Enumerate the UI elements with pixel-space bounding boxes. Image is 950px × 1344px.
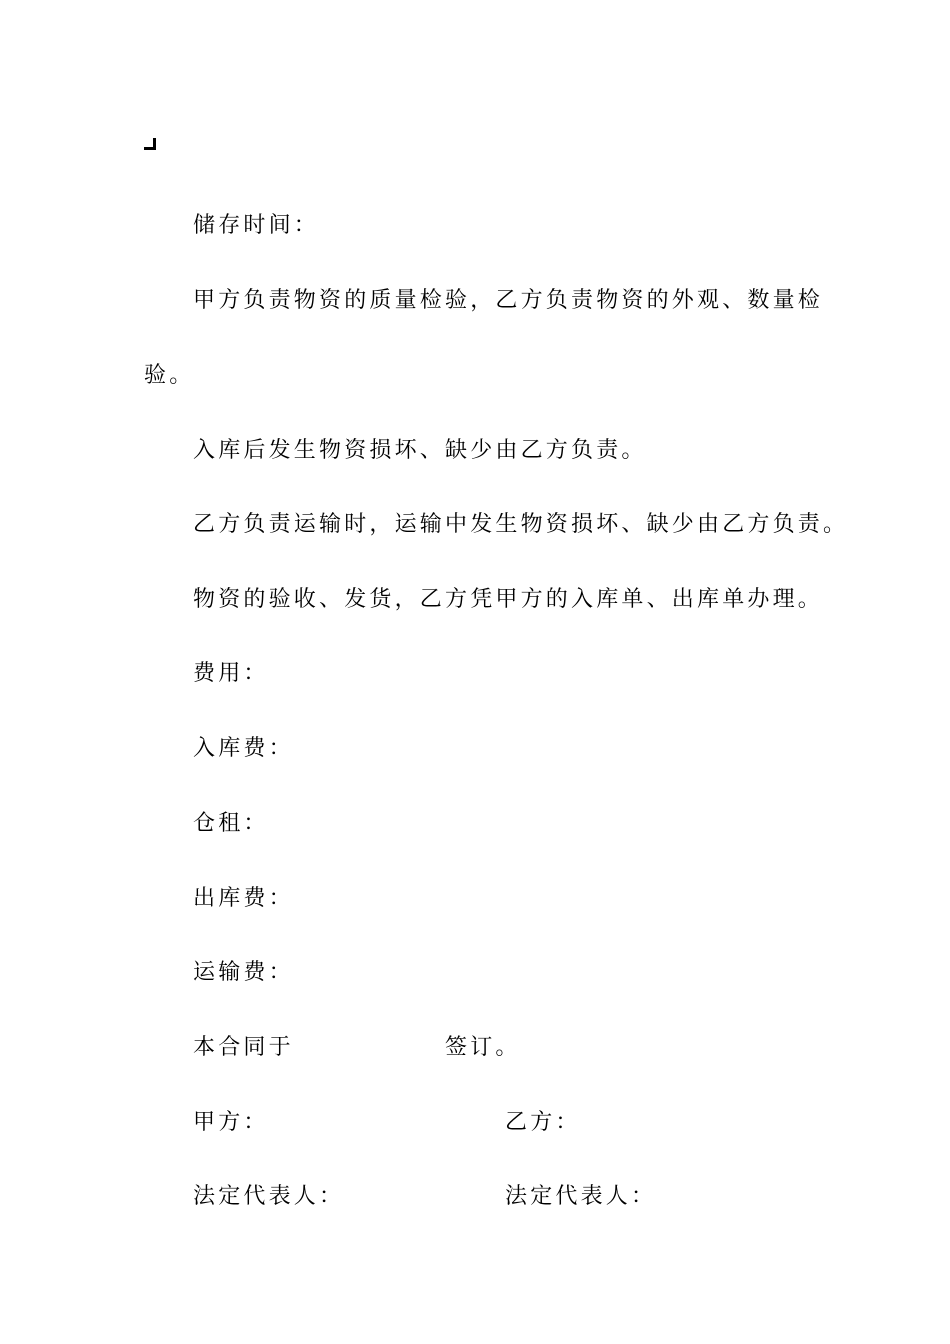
fee-rent: 仓租： — [193, 811, 269, 836]
inspection-line-2: 验。 — [144, 363, 195, 388]
signing-prefix: 本合同于 — [193, 1035, 294, 1060]
storage-time: 储存时间： — [193, 213, 320, 238]
party-a-label: 甲方： — [193, 1110, 269, 1135]
corner-mark — [144, 138, 156, 150]
fee-outbound: 出库费： — [193, 886, 294, 911]
signing-suffix: 签订。 — [445, 1035, 521, 1060]
acceptance-clause: 物资的验收、发货，乙方凭甲方的入库单、出库单办理。 — [193, 587, 824, 612]
fee-transport: 运输费： — [193, 960, 294, 985]
inspection-line-1: 甲方负责物资的质量检验，乙方负责物资的外观、数量检 — [193, 288, 824, 313]
party-b-label: 乙方： — [505, 1110, 581, 1135]
fees-heading: 费用： — [193, 661, 269, 686]
transport-damage: 乙方负责运输时，运输中发生物资损坏、缺少由乙方负责。 — [193, 512, 849, 537]
fee-inbound: 入库费： — [193, 736, 294, 761]
party-b-rep: 法定代表人： — [505, 1184, 657, 1209]
damage-after-storage: 入库后发生物资损坏、缺少由乙方负责。 — [193, 438, 647, 463]
party-a-rep: 法定代表人： — [193, 1184, 345, 1209]
